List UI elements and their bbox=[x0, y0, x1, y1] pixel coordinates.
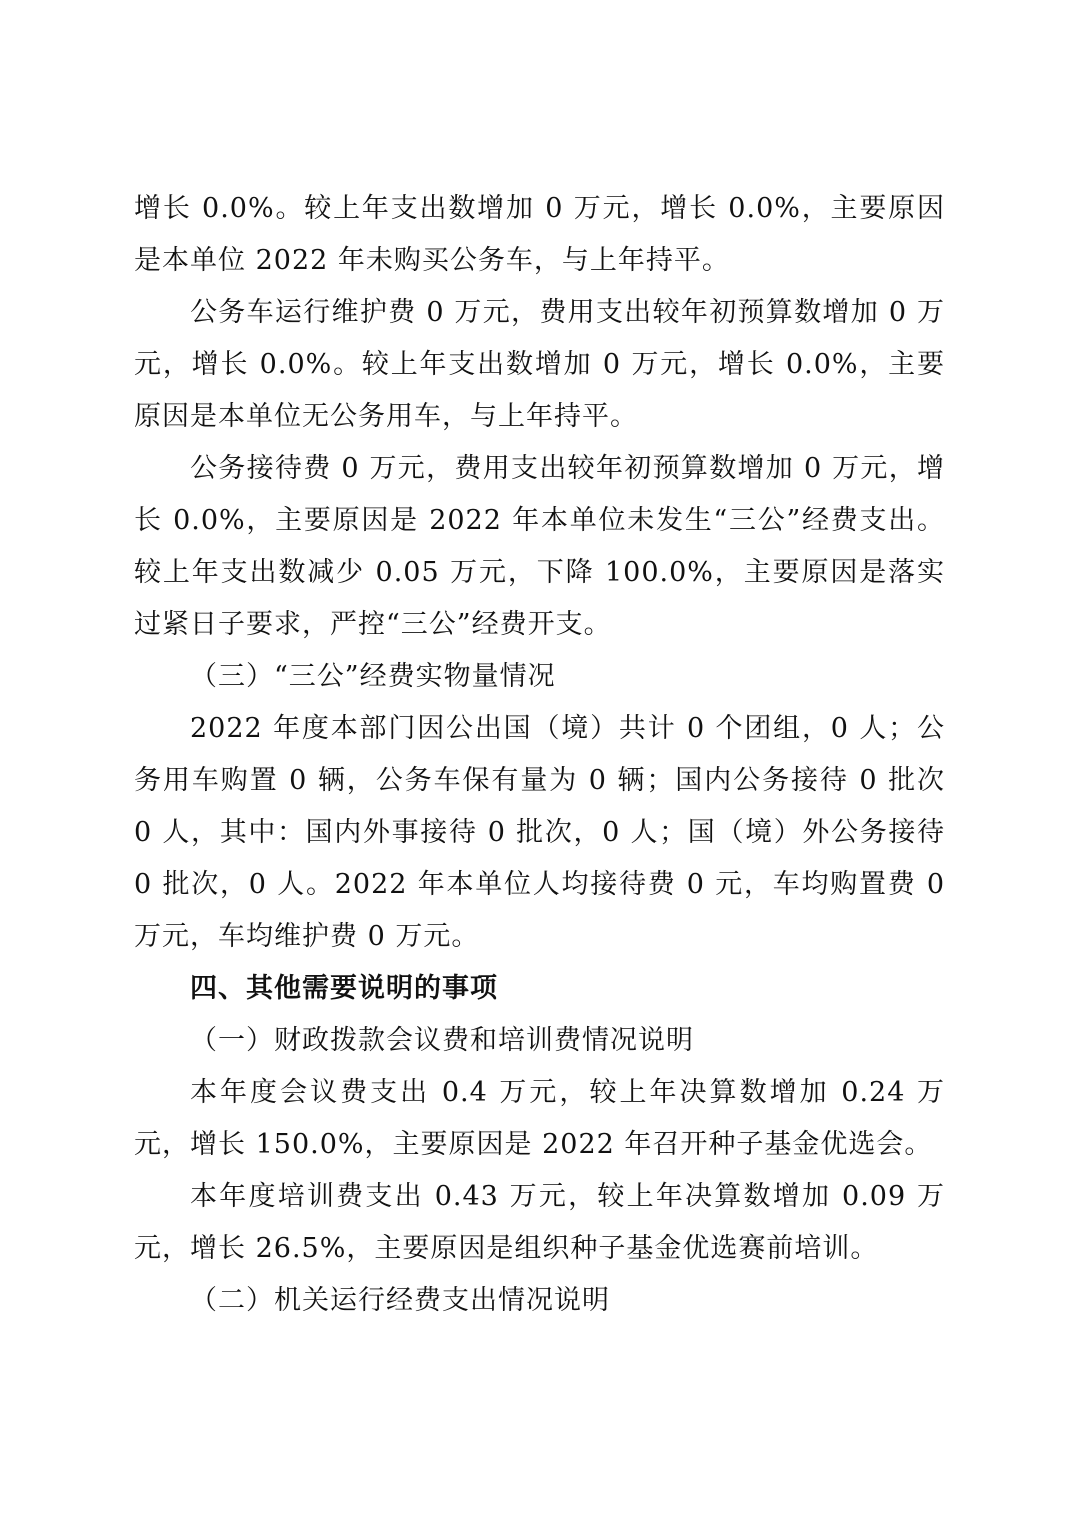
paragraph-meeting-fee: 本年度会议费支出 0.4 万元，较上年决算数增加 0.24 万元，增长 150.0%，主要原因是 2022 年召开种子基金优选会。 bbox=[134, 1077, 945, 1160]
subheading-meeting-training: （一）财政拨款会议费和培训费情况说明 bbox=[190, 1025, 694, 1056]
paragraph-training-fee: 本年度培训费支出 0.43 万元，较上年决算数增加 0.09 万元，增长 26.5%，主要原因是组织种子基金优选赛前培训。 bbox=[134, 1181, 945, 1264]
paragraph-purchase-continued: 增长 0.0%。较上年支出数增加 0 万元，增长 0.0%，主要原因是本单位 2022 年未购买公务车，与上年持平。 bbox=[134, 193, 945, 276]
paragraph-vehicle-maintenance: 公务车运行维护费 0 万元，费用支出较年初预算数增加 0 万元，增长 0.0%。较上年支出数增加 0 万元，增长 0.0%，主要原因是本单位无公务用车，与上年持平。 bbox=[134, 297, 945, 432]
subheading-physical-quantity: （三）“三公”经费实物量情况 bbox=[190, 661, 556, 692]
paragraph-reception-fee: 公务接待费 0 万元，费用支出较年初预算数增加 0 万元，增长 0.0%，主要原因是 2022 年本单位未发生“三公”经费支出。较上年支出数减少 0.05 万元，下降 100.0%，主要原因是落实过紧日子要求，严控“三公”经费开支。 bbox=[134, 453, 945, 640]
document-body bbox=[134, 183, 945, 1327]
section-heading-other-matters: 四、其他需要说明的事项 bbox=[190, 973, 498, 1004]
paragraph-physical-quantity: 2022 年度本部门因公出国（境）共计 0 个团组，0 人；公务用车购置 0 辆，公务车保有量为 0 辆；国内公务接待 0 批次 0 人，其中：国内外事接待 0 批次，0 人；国（境）外公务接待 0 批次，0 人。2022 年本单位人均接待费 0 元，车均购置费 0 万元，车均维护费 0 万元。 bbox=[134, 713, 945, 952]
subheading-operating-expenses: （二）机关运行经费支出情况说明 bbox=[190, 1285, 610, 1316]
